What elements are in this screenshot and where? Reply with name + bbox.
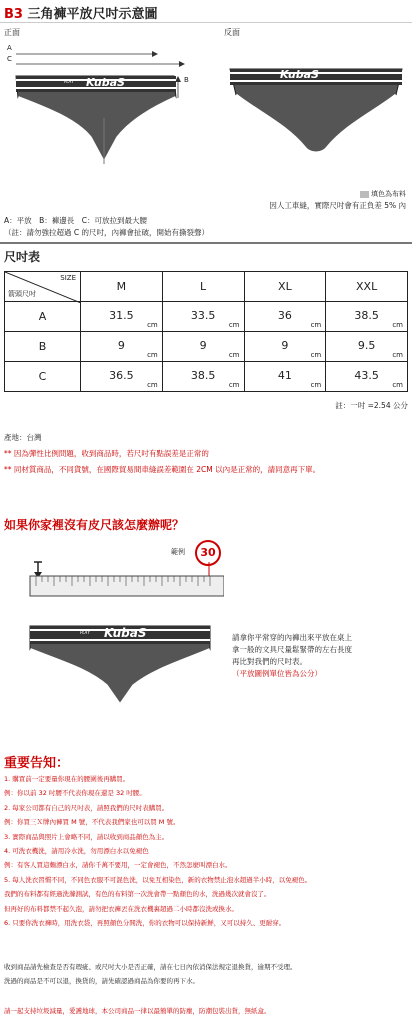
ruler-heading: 如果你家裡沒有皮尺該怎麼辦呢？	[4, 518, 185, 532]
size-table-heading: 尺吋表	[4, 250, 41, 264]
table-cell: 43.5 cm	[326, 362, 408, 392]
size-col-l: L	[162, 272, 244, 302]
fabric-swatch	[360, 191, 369, 198]
instruction-line: （平放圖例單位皆為公分）	[232, 669, 322, 678]
section-divider	[0, 242, 412, 244]
example-label: 範例	[171, 548, 185, 556]
list-item: 但再好的布料都禁不起久泡，請勿把衣褲丟在洗衣機裏超過二小時都沒洗或換水。	[4, 904, 238, 913]
important-heading: 重要告知：	[4, 756, 70, 771]
row-label: C	[5, 362, 81, 392]
fabric-legend: 填色為布料	[360, 188, 406, 200]
size-header-row	[5, 272, 408, 302]
returns-policy	[4, 960, 297, 988]
product-code: B3	[4, 7, 23, 22]
table-row	[5, 302, 408, 332]
list-item: 例：你買三Ｘ牌內褲買 M 號，不代表我們家也可以買 M 號。	[4, 818, 180, 827]
table-cell: 9 cm	[162, 332, 244, 362]
table-cell: 41 cm	[244, 362, 326, 392]
legend-warning: （註：請勿強拉超過 C 的尺吋，內褲會扯破，開始有撕裂聲）	[4, 228, 210, 237]
list-item: 3. 實際商品與照片上會略不同，請以收到商品顏色為主。	[4, 832, 169, 841]
dim-label-c: C	[7, 55, 12, 63]
dim-label-b: B	[184, 76, 189, 84]
table-cell: 31.5 cm	[81, 302, 163, 332]
table-cell: 9 cm	[244, 332, 326, 362]
table-cell: 9.5 cm	[326, 332, 408, 362]
ruler-instructions	[232, 632, 352, 680]
front-label: 正面	[4, 28, 20, 37]
divider	[0, 22, 412, 23]
table-cell: 36.5 cm	[81, 362, 163, 392]
list-item: 1. 購買前一定要量你現在的腰圍後再購買。	[4, 775, 130, 783]
page-title	[4, 3, 158, 22]
corner-size-label: SIZE	[60, 274, 76, 282]
footer-note: 請一起支持垃圾減量，愛護地球，本公司商品一律以最簡單的防塵，防潮包裝出貨，無紙盒。	[4, 1007, 271, 1015]
list-item: 6. 只要你洗衣褲時，用洗衣袋，再照顏色分開洗，你的衣物可以保持新鮮，又可以持久、更耐穿。	[4, 919, 286, 928]
inch-footnote: 註：一吋 =2.54 公分	[335, 401, 408, 410]
corner-row-label: 箭頭尺吋	[8, 290, 36, 298]
table-row	[5, 362, 408, 392]
size-table	[4, 271, 408, 392]
list-item: 5. 每人洗衣習慣不同，不同色衣服不可混色洗，以免互相染色，新的衣物禁止泡水超過半小時，以免褪色。	[4, 875, 312, 884]
table-row	[5, 332, 408, 362]
origin-text: 產地：台灣	[4, 433, 42, 442]
table-cell: 33.5 cm	[162, 302, 244, 332]
instruction-line: 請拿你平常穿的內褲出來平放在桌上	[232, 633, 352, 642]
dim-label-a: A	[7, 44, 12, 52]
brand-logo: KubaS	[86, 76, 125, 89]
list-item: 我們的布料都有經過洗滌測試，有色的布料第一次洗會帶一點顏色的水，洗過幾次就會沒了。	[4, 890, 271, 899]
important-list	[4, 772, 311, 930]
back-label: 反面	[224, 28, 240, 37]
example-badge: 30	[195, 540, 221, 566]
size-col-xl: XL	[244, 272, 326, 302]
row-label: B	[5, 332, 81, 362]
instruction-line: 再比對我們的尺吋表。	[232, 657, 307, 666]
tolerance-note: 因人工車縫，實際尺吋會有正負差 5% 內	[269, 201, 406, 210]
table-cell: 9 cm	[81, 332, 163, 362]
corner-cell	[5, 272, 81, 302]
size-col-m: M	[81, 272, 163, 302]
size-col-xxl: XXL	[326, 272, 408, 302]
ruler-diagram	[4, 560, 224, 710]
table-cell: 36 cm	[244, 302, 326, 332]
notice-line: ** 同材質商品，不同貨號，在國際貿易間車縫誤差範圍在 2CM 以內是正常的，請同意再下單。	[4, 465, 321, 474]
brand-small: PLAY	[64, 79, 74, 84]
list-item: 4. 可洗衣機洗，請用冷水洗，勿用漂白水以免褪色	[4, 847, 149, 856]
list-item: 例：你以前 32 吋腰不代表你現在還是 32 吋腰。	[4, 789, 146, 798]
list-item: 2. 每家公司都有自己的尺吋表，請照我們的尺吋表購買。	[4, 803, 169, 812]
brand-small: PLAY	[80, 630, 90, 635]
table-cell: 38.5 cm	[326, 302, 408, 332]
legend-abc: A：平放 B：褲邊長 C：可放拉到最大腰	[4, 216, 148, 225]
back-diagram	[226, 55, 406, 165]
table-cell: 38.5 cm	[162, 362, 244, 392]
title-text: 三角褲平放尺吋示意圖	[27, 7, 158, 22]
returns-line: 洗過的商品是不可以退，換貨的，請先確認過商品為你要的再下水。	[4, 977, 199, 985]
returns-line: 收到商品請先檢查是否有瑕疵、或尺吋大小是否正確，請在七日內依消保法規定退換貨，逾期不受理。	[4, 963, 297, 971]
notice-line: ** 因為彈性比例問題，收到商品時，若尺吋有點誤差是正常的	[4, 449, 209, 458]
list-item: 例：有客人買這麵漂白水，請你千萬不要用，一定會褪色，不然怎麼叫漂白水。	[4, 861, 232, 870]
row-label: A	[5, 302, 81, 332]
front-diagram	[4, 38, 204, 178]
brand-logo-ruler: KubaS	[104, 626, 147, 640]
brand-logo-back: KubaS	[280, 68, 319, 81]
instruction-line: 拿一般的文具尺量鬆緊帶的左右長度	[232, 645, 352, 654]
